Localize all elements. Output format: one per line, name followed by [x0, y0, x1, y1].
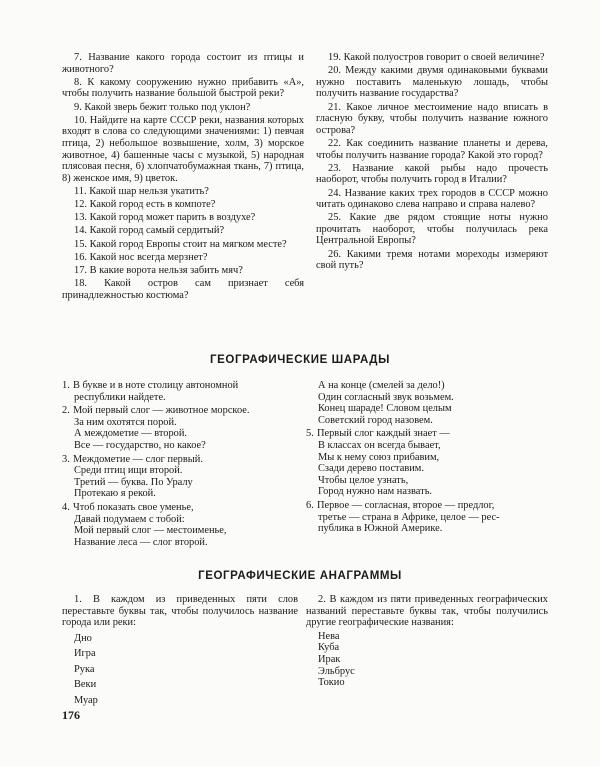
question-26: 26. Какими тремя нотами мореходы измеряют свой путь?: [316, 248, 548, 272]
list-item: Токио: [318, 677, 345, 689]
list-item: Веки: [74, 679, 97, 691]
sharade-4-continued: А на конце (смелей за дело!) Один согласный звук возьмем. Конец шараде! Словом целым Советский город назовем.: [318, 380, 454, 426]
list-item: Эльбрус: [318, 665, 355, 677]
question-10: 10. Найдите на карте СССР реки, названия которых входят в слова со следующими значениями: 1) певчая птица, 2) небольшое возвышение, холм, 3) морское животное, 4) башенные часы с музыкой, 5) народная плясовая песня, 6) хлопчатобумажная ткань, 7) птица, 8) женское имя, 9) цветок.: [62, 114, 304, 184]
sharades-heading: ГЕОГРАФИЧЕСКИЕ ШАРАДЫ: [210, 354, 390, 366]
question-18: 18. Какой остров сам признает себя принадлежностью костюма?: [62, 278, 304, 301]
anagram-2-word-list: [306, 631, 548, 689]
list-item: Нева: [318, 630, 340, 642]
question-13: 13. Какой город может парить в воздухе?: [74, 212, 256, 224]
anagram-2-text: 2. В каждом из пяти приведенных географических названий переставьте буквы так, чтобы получились другие географические названия:: [306, 594, 548, 629]
questions-left-column: [62, 52, 304, 303]
question-19: 19. Какой полуостров говорит о своей величине?: [328, 52, 545, 63]
list-item: Рука: [74, 663, 95, 675]
anagrams-right-column: [306, 594, 548, 689]
questions-right-column: [316, 52, 548, 273]
question-23: 23. Название какой рыбы надо прочесть наоборот, чтобы получить город в Италии?: [316, 162, 548, 186]
sharade-5: 5. Первый слог каждый знает — В классах он всегда бывает, Мы к нему союз прибавим, Сзади дерево поставим. Чтобы целое узнать, Город нужно нам назвать.: [306, 428, 450, 498]
sharades-right-column: [306, 380, 548, 537]
question-22: 22. Как соединить название планеты и дерева, чтобы получить название города? Какой это город?: [316, 137, 548, 161]
question-11: 11. Какой шар нельзя укатить?: [74, 185, 209, 197]
sharade-4: 4. Чтоб показать свое уменье, Давай подумаем с тобой: Мой первый слог — местоименье, Название леса — слог второй.: [62, 501, 227, 548]
sharades-left-column: [62, 380, 298, 550]
anagrams-left-column: [62, 594, 298, 708]
question-17: 17. В какие ворота нельзя забить мяч?: [74, 265, 243, 277]
question-20: 20. Между какими двумя одинаковыми буквами нужно поставить маленькую лошадь, чтобы получить название государства?: [316, 65, 548, 100]
sharade-2: 2. Мой первый слог — животное морское. За ним охотятся порой. А междометие — второй. Все — государство, но какое?: [62, 405, 250, 451]
sharade-1: 1. В букве и в ноте столицу автономной республики найдете.: [62, 380, 239, 403]
sharade-6: 6. Первое — согласная, второе — предлог, третье — страна в Африке, целое — рес- публика в Южной Америке.: [306, 499, 500, 535]
anagrams-heading: ГЕОГРАФИЧЕСКИЕ АНАГРАММЫ: [198, 570, 402, 582]
question-8: 8. К какому сооружению нужно прибавить «А», чтобы получить название большой быстрой реки?: [62, 76, 304, 100]
question-12: 12. Какой город есть в компоте?: [74, 199, 216, 211]
question-14: 14. Какой город самый сердитый?: [74, 225, 225, 237]
question-25: 25. Какие две рядом стоящие ноты нужно прочитать наоборот, чтобы получилась река Центральной Европы?: [316, 212, 548, 247]
sharade-3: 3. Междометие — слог первый. Среди птиц ищи второй. Третий — буква. По Уралу Протекаю я рекой.: [62, 453, 203, 500]
anagram-1-word-list: [62, 631, 298, 709]
list-item: Дно: [74, 632, 92, 644]
page-number: 176: [62, 708, 80, 722]
list-item: Куба: [318, 642, 340, 654]
question-16: 16. Какой нос всегда мерзнет?: [74, 251, 208, 263]
list-item: Игра: [74, 648, 96, 660]
question-9: 9. Какой зверь бежит только под уклон?: [74, 101, 251, 113]
list-item: Муар: [74, 694, 98, 706]
question-21: 21. Какое личное местоимение надо вписать в гласную букву, чтобы получить название южного острова?: [316, 101, 548, 136]
question-24: 24. Название каких трех городов в СССР можно читать одинаково слева направо и справа налево?: [316, 187, 548, 211]
question-7: 7. Название какого города состоит из птицы и животного?: [62, 52, 304, 75]
list-item: Ирак: [318, 653, 341, 665]
question-15: 15. Какой город Европы стоит на мягком месте?: [74, 238, 287, 250]
anagram-1-text: 1. В каждом из приведенных пяти слов переставьте буквы так, чтобы получилось название города или реки:: [62, 594, 298, 629]
